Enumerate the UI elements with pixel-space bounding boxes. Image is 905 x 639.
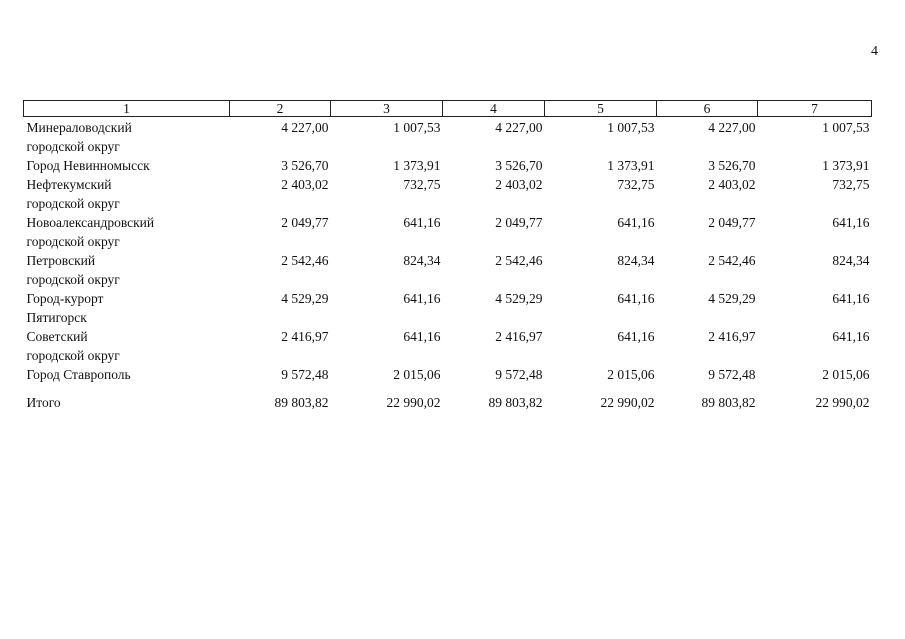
row-name-line: городской округ: [26, 234, 120, 249]
table-cell: 2 015,06: [822, 367, 870, 382]
table-cell: 4 529,29: [708, 291, 756, 306]
row-name: [24, 156, 230, 175]
data-table: [23, 100, 872, 412]
table-cell: 824,34: [617, 253, 655, 268]
table-cell: 2 015,06: [607, 367, 655, 382]
table-cell: 2 403,02: [708, 177, 756, 192]
table-cell: 9 572,48: [495, 367, 543, 382]
row-name: [24, 117, 230, 157]
total-cell: 22 990,02: [815, 395, 870, 410]
table-cell: 4 227,00: [495, 120, 543, 135]
table-cell: 2 049,77: [495, 215, 543, 230]
table-cell: 2 542,46: [708, 253, 756, 268]
table-cell: 2 049,77: [708, 215, 756, 230]
table-cell: 2 403,02: [281, 177, 329, 192]
table-cell: 2 403,02: [495, 177, 543, 192]
table-cell: 732,75: [403, 177, 441, 192]
table-cell: 641,16: [617, 215, 655, 230]
table-cell: 4 227,00: [708, 120, 756, 135]
table-row: [24, 327, 872, 365]
row-name: [24, 289, 230, 327]
total-cell: 89 803,82: [274, 395, 329, 410]
total-cell: 22 990,02: [600, 395, 655, 410]
table-cell: 641,16: [617, 329, 655, 344]
column-header-4: 4: [443, 101, 545, 117]
row-name-line: Нефтекумский: [26, 177, 112, 192]
header-row: [24, 101, 872, 117]
row-name-line: городской округ: [26, 272, 120, 287]
row-name-line: Минераловодский: [26, 120, 132, 135]
table-cell: 732,75: [617, 177, 655, 192]
table-row: [24, 289, 872, 327]
row-name-line: Город Невинномысск: [26, 158, 150, 173]
table-cell: 641,16: [832, 329, 870, 344]
table-cell: 1 373,91: [607, 158, 655, 173]
table-cell: 9 572,48: [708, 367, 756, 382]
spacer-row: [24, 384, 872, 393]
table-cell: 2 542,46: [281, 253, 329, 268]
table-cell: 2 416,97: [495, 329, 543, 344]
column-header-5: 5: [545, 101, 657, 117]
table-row: [24, 117, 872, 157]
table-cell: 641,16: [832, 291, 870, 306]
table-cell: 3 526,70: [281, 158, 329, 173]
table-cell: 1 007,53: [822, 120, 870, 135]
row-name-line: Пятигорск: [26, 310, 87, 325]
table-cell: 4 227,00: [281, 120, 329, 135]
column-header-1: 1: [24, 101, 230, 117]
table-cell: 3 526,70: [495, 158, 543, 173]
row-name-line: Новоалександровский: [26, 215, 155, 230]
total-cell: 89 803,82: [701, 395, 756, 410]
table-cell: 1 007,53: [393, 120, 441, 135]
table-cell: 824,34: [403, 253, 441, 268]
column-header-6: 6: [657, 101, 758, 117]
table-cell: 2 015,06: [393, 367, 441, 382]
table-cell: 641,16: [832, 215, 870, 230]
table-cell: 1 007,53: [607, 120, 655, 135]
row-name-line: Советский: [26, 329, 88, 344]
table-cell: 2 542,46: [495, 253, 543, 268]
column-header-2: 2: [230, 101, 331, 117]
table-cell: 2 416,97: [708, 329, 756, 344]
total-label: Итого: [26, 395, 61, 410]
row-name: [24, 213, 230, 251]
table-row: [24, 156, 872, 175]
table-row: [24, 213, 872, 251]
table-cell: 4 529,29: [495, 291, 543, 306]
table-cell: 2 416,97: [281, 329, 329, 344]
row-name-line: Петровский: [26, 253, 96, 268]
table-cell: 732,75: [832, 177, 870, 192]
row-name: [24, 251, 230, 289]
table-cell: 641,16: [403, 329, 441, 344]
row-name-line: городской округ: [26, 348, 120, 363]
table-cell: 4 529,29: [281, 291, 329, 306]
column-header-3: 3: [331, 101, 443, 117]
table-cell: 641,16: [617, 291, 655, 306]
total-cell: 22 990,02: [386, 395, 441, 410]
row-name-line: Город-курорт: [26, 291, 104, 306]
table-row: [24, 175, 872, 213]
table-cell: 1 373,91: [393, 158, 441, 173]
table-cell: 9 572,48: [281, 367, 329, 382]
total-row: [24, 393, 872, 412]
table-cell: 3 526,70: [708, 158, 756, 173]
row-name-line: Город Ставрополь: [26, 367, 131, 382]
table-cell: 824,34: [832, 253, 870, 268]
table-cell: 2 049,77: [281, 215, 329, 230]
page-number: 4: [871, 44, 878, 59]
row-name-line: городской округ: [26, 139, 120, 154]
row-name: [24, 327, 230, 365]
total-cell: 89 803,82: [488, 395, 543, 410]
row-name: [24, 175, 230, 213]
row-name-line: городской округ: [26, 196, 120, 211]
table-cell: 641,16: [403, 215, 441, 230]
table-row: [24, 251, 872, 289]
table-cell: 641,16: [403, 291, 441, 306]
table-cell: 1 373,91: [822, 158, 870, 173]
table-row: [24, 365, 872, 384]
row-name: [24, 365, 230, 384]
column-header-7: 7: [758, 101, 872, 117]
